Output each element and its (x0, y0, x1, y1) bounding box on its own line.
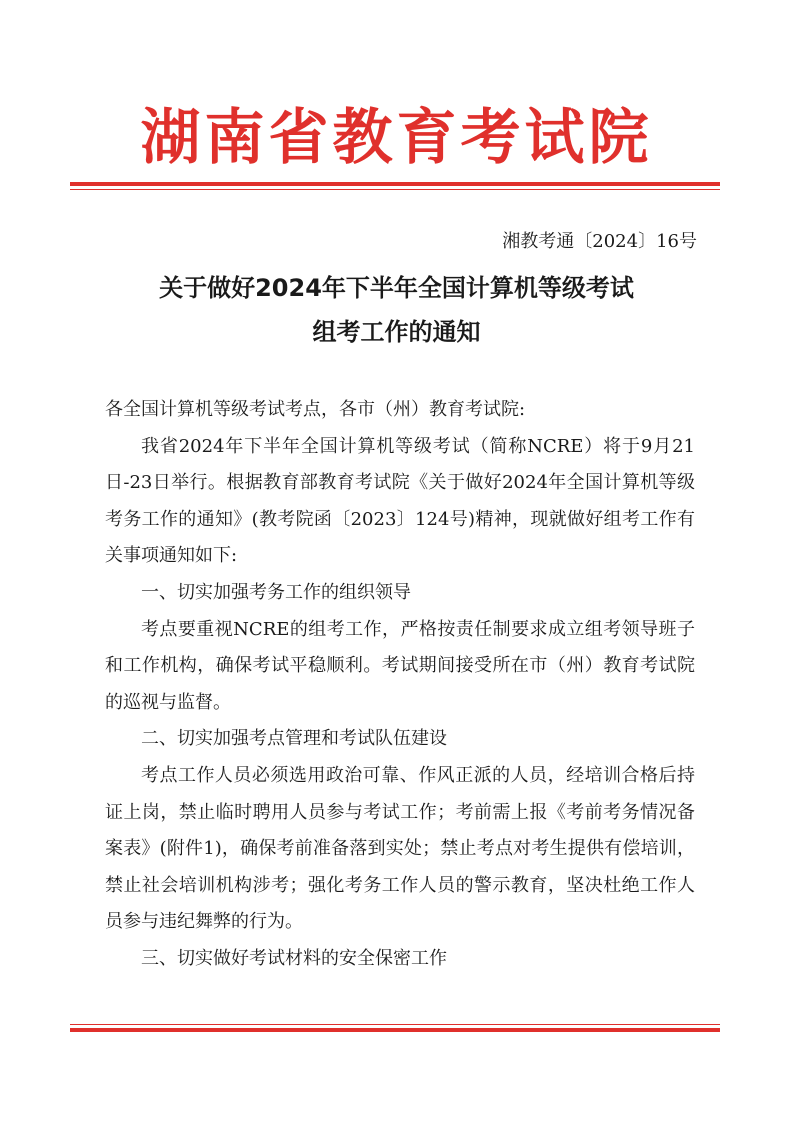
paragraph-section-2: 考点工作人员必须选用政治可靠、作风正派的人员，经培训合格后持证上岗，禁止临时聘用人员参与考试工作；考前需上报《考前考务情况备案表》(附件1)，确保考前准备落到实处；禁止考点对考生提供有偿培训，禁止社会培训机构涉考；强化考务工作人员的警示教育，坚决杜绝工作人员参与违纪舞弊的行为。 (105, 764, 695, 933)
salutation: 各全国计算机等级考试考点，各市（州）教育考试院: (105, 399, 526, 420)
paragraph-intro: 我省2024年下半年全国计算机等级考试（简称NCRE）将于9月21日-23日举行。根据教育部教育考试院《关于做好2024年全国计算机等级考务工作的通知》(教考院函〔2023〕124号)精神，现就做好组考工作有关事项通知如下: (105, 435, 695, 567)
document-title-line-2: 组考工作的通知 (312, 318, 481, 346)
document-title (60, 266, 733, 354)
section-heading-1: 一、切实加强考务工作的组织领导 (141, 581, 411, 603)
document-body (105, 392, 695, 978)
header-red-rule-thick (70, 182, 720, 186)
footer-red-rule-thick (70, 1028, 720, 1032)
header-red-rule-thin (70, 189, 720, 190)
footer-red-rule-thin (70, 1024, 720, 1025)
paragraph-section-1: 考点要重视NCRE的组考工作，严格按责任制要求成立组考领导班子和工作机构，确保考试平稳顺利。考试期间接受所在市（州）教育考试院的巡视与监督。 (105, 618, 695, 713)
document-title-line-1: 关于做好2024年下半年全国计算机等级考试 (159, 274, 634, 302)
section-heading-3: 三、切实做好考试材料的安全保密工作 (141, 947, 447, 969)
organization-header: 湖南省教育考试院 (140, 103, 653, 173)
section-heading-2: 二、切实加强考点管理和考试队伍建设 (141, 728, 447, 750)
document-number: 湘教考通〔2024〕16号 (502, 231, 697, 252)
